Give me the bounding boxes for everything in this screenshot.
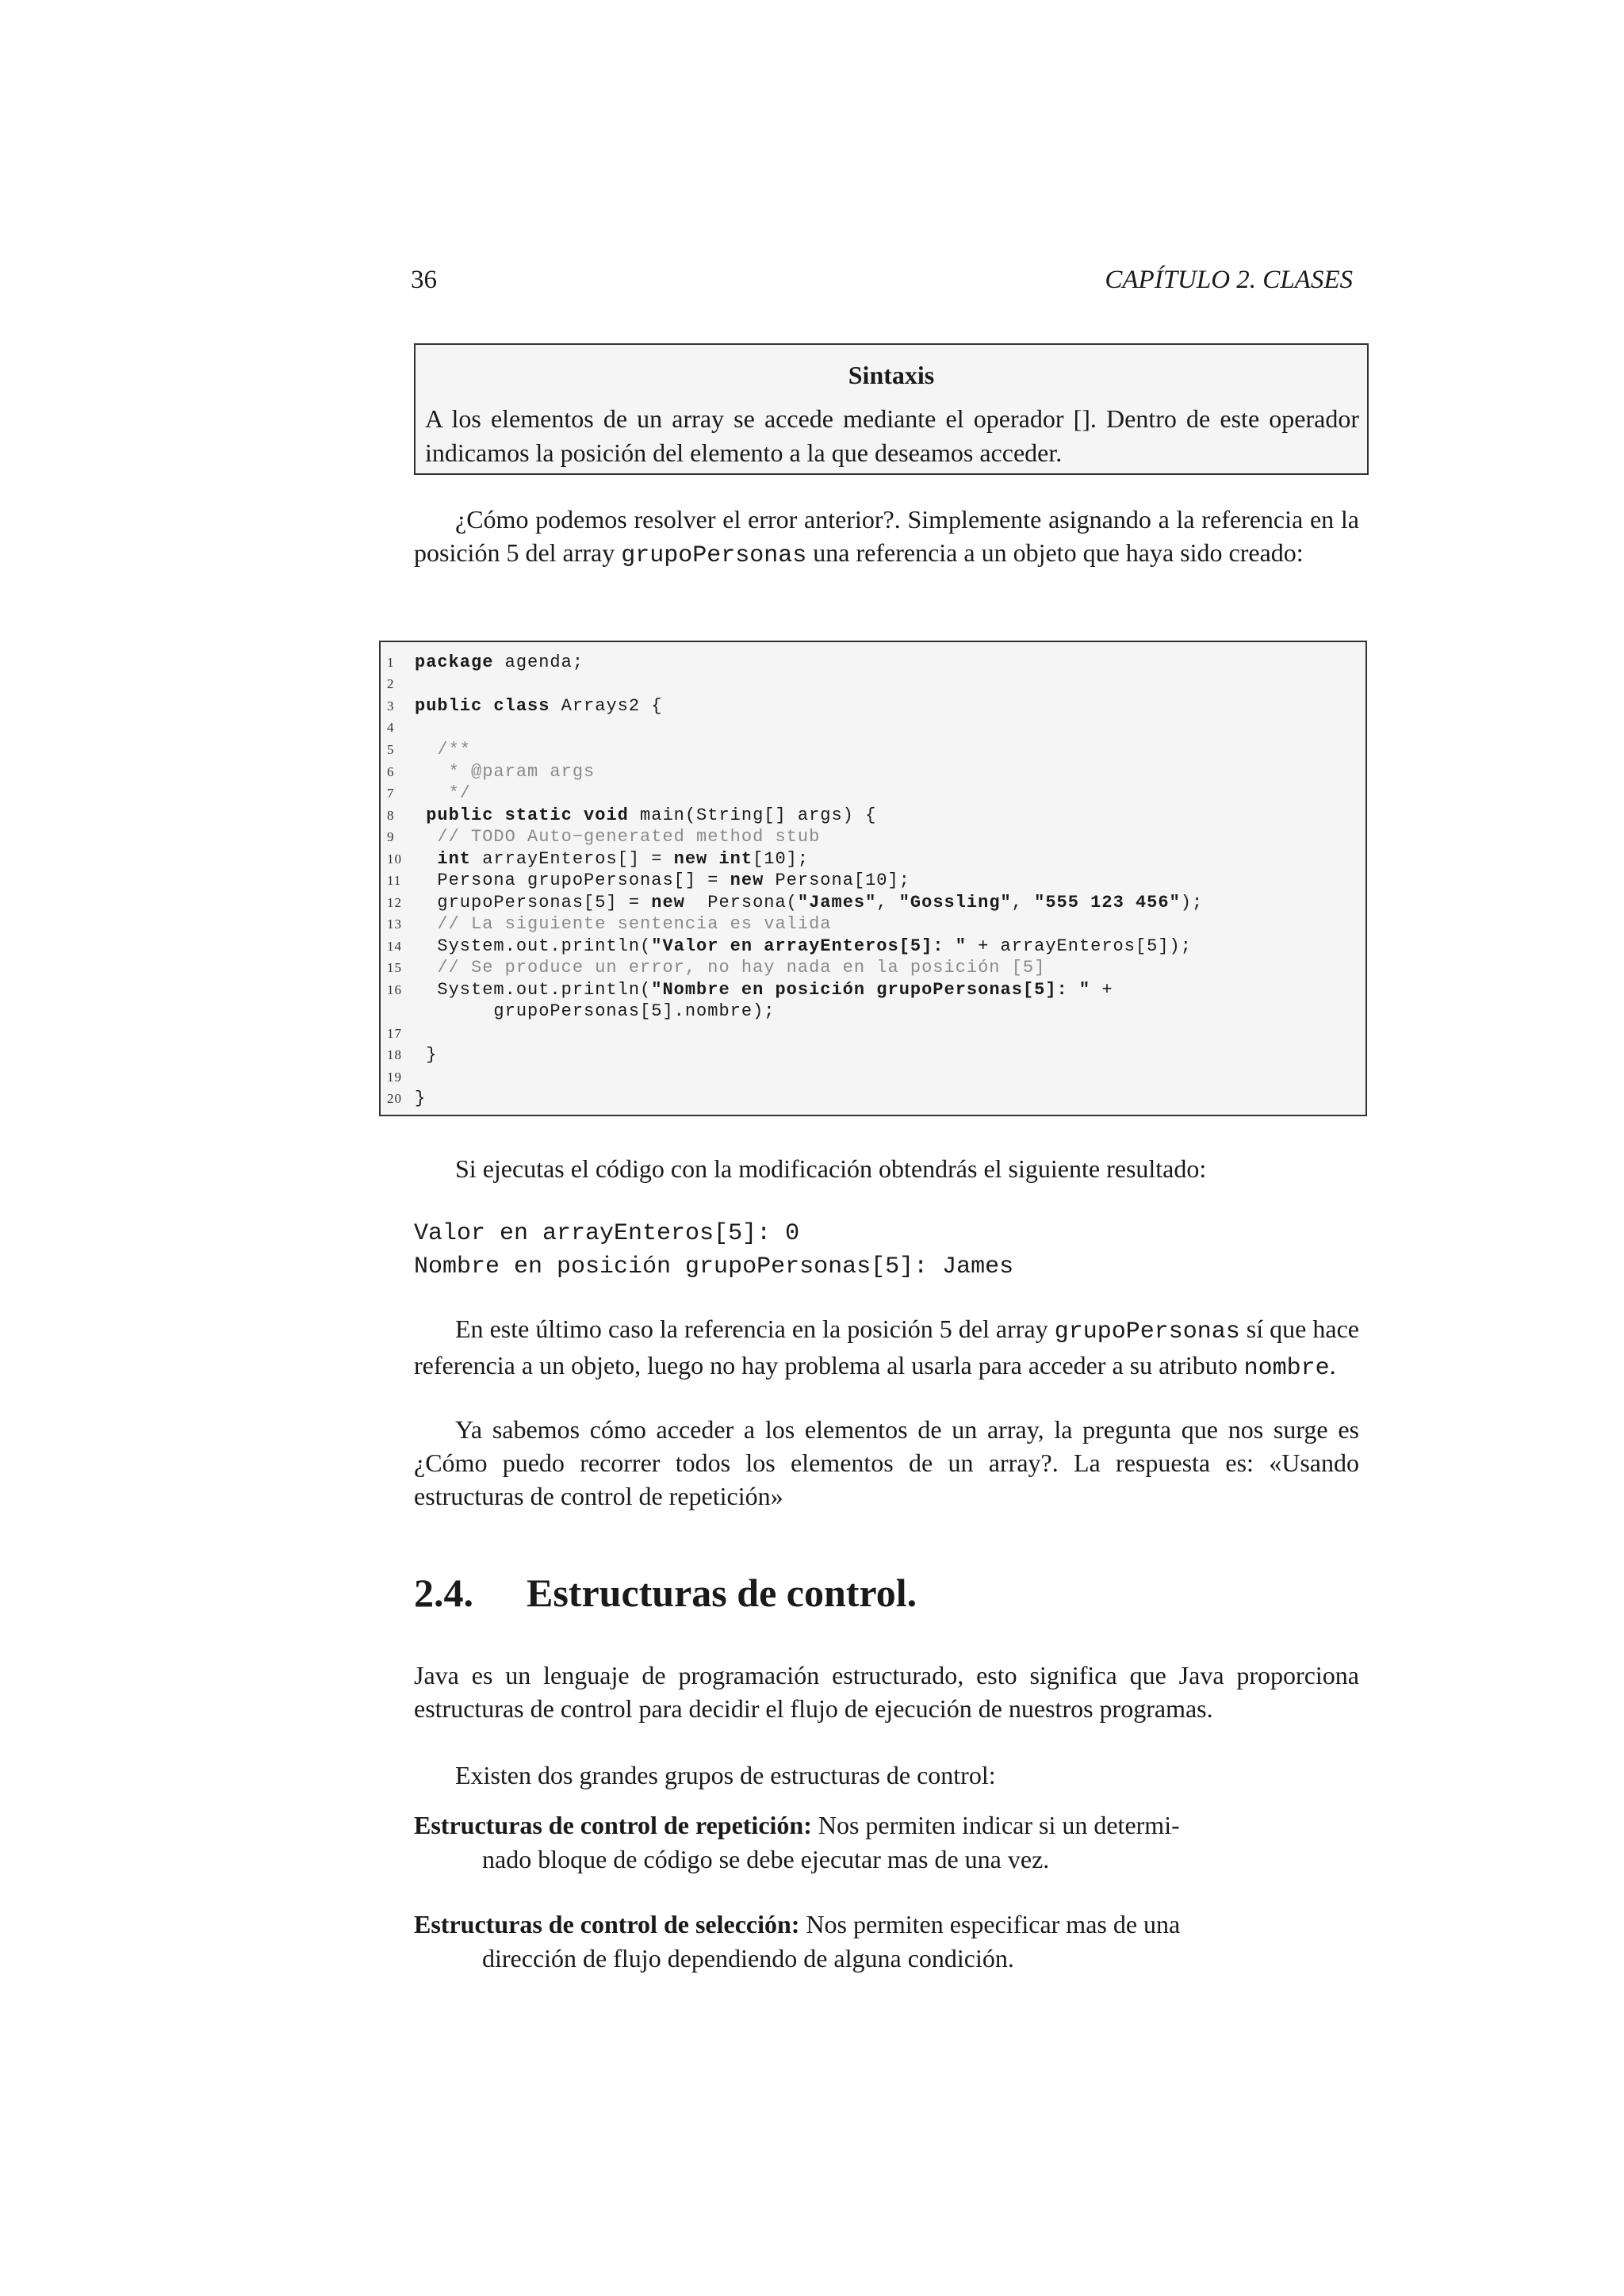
output-line: Nombre en posición grupoPersonas[5]: James: [414, 1253, 1014, 1280]
running-head: CAPÍTULO 2. CLASES: [1105, 266, 1353, 294]
definition-repetition: [414, 1808, 1359, 1877]
code-line: * @param args: [415, 762, 596, 782]
line-number: 17: [387, 1026, 402, 1041]
code-line: grupoPersonas[5] = new Persona("James", "Gossling", "555 123 456");: [415, 893, 1204, 913]
line-number: 9: [387, 829, 395, 844]
line-number: 20: [387, 1091, 402, 1106]
page-number: 36: [411, 266, 437, 294]
code-line: // La siguiente sentencia es valida: [415, 914, 832, 934]
line-number: 14: [387, 939, 402, 954]
code-line: public static void main(String[] args) {: [426, 806, 877, 825]
line-number: 15: [387, 960, 402, 975]
code-line: System.out.println("Valor en arrayEnteros[5]: " + arrayEnteros[5]);: [415, 936, 1192, 956]
paragraph-question: Ya sabemos cómo acceder a los elementos de un array, la pregunta que nos surge es ¿Cómo puedo recorrer todos los elementos de un array?. La respuesta es: «Usando estructuras de control de repetición»: [414, 1415, 1359, 1510]
definition-term: Estructuras de control de selección:: [414, 1910, 800, 1938]
line-number: 18: [387, 1047, 402, 1062]
code-line: /**: [415, 740, 472, 760]
syntax-title: Sintaxis: [848, 361, 935, 389]
line-number: 7: [387, 786, 395, 801]
code-line: // Se produce un error, no hay nada en la posición [5]: [415, 958, 1046, 978]
code-line: }: [415, 1089, 427, 1108]
line-number: 10: [387, 851, 402, 867]
code-line: int arrayEnteros[] = new int[10];: [437, 849, 810, 869]
line-number: 3: [387, 698, 395, 714]
line-number: 2: [387, 676, 395, 691]
code-line: public class Arrays2 {: [415, 696, 663, 716]
line-number: 13: [387, 916, 402, 932]
line-number: 12: [387, 895, 402, 910]
definition-term: Estructuras de control de repetición:: [414, 1811, 812, 1839]
line-number: 11: [387, 873, 402, 888]
inline-code: grupoPersonas: [621, 542, 807, 569]
definition-text: Nos permiten especificar mas de una: [806, 1910, 1181, 1938]
paragraph-java-structured: Java es un lenguaje de programación estructurado, esto significa que Java proporciona estructuras de control para decidir el flujo de ejecución de nuestros programas.: [414, 1661, 1359, 1723]
paragraph-intro: ¿Cómo podemos resolver el error anterior?. Simplemente asignando a la referencia en la posición 5 del array grupoPersonas una referencia a un objeto que haya sido creado:: [414, 505, 1359, 569]
paragraph-two-groups: Existen dos grandes grupos de estructuras de control:: [455, 1761, 996, 1789]
line-number: 16: [387, 982, 402, 997]
definition-text-cont: nado bloque de código se debe ejecutar mas de una vez.: [482, 1845, 1050, 1873]
inline-code: grupoPersonas: [1054, 1318, 1240, 1345]
line-number: 5: [387, 742, 395, 757]
code-line: */: [415, 783, 472, 803]
paragraph-result-intro: Si ejecutas el código con la modificación obtendrás el siguiente resultado:: [455, 1154, 1207, 1183]
definition-text: Nos permiten indicar si un determi-: [818, 1811, 1180, 1839]
section-title: Estructuras de control.: [527, 1571, 917, 1615]
syntax-body: A los elementos de un array se accede mediante el operador []. Dentro de este operador indicamos la posición del elemento a la que deseamos acceder.: [425, 404, 1359, 467]
output-line: Valor en arrayEnteros[5]: 0: [414, 1220, 800, 1247]
section-heading: [414, 1570, 917, 1616]
code-line: grupoPersonas[5].nombre);: [415, 1001, 776, 1021]
code-listing: [379, 641, 1367, 1116]
code-line: Persona grupoPersonas[] = new Persona[10];: [415, 871, 910, 890]
definition-selection: [414, 1908, 1359, 1976]
definition-text-cont: dirección de flujo dependiendo de alguna condición.: [482, 1944, 1014, 1973]
code-line: package agenda;: [415, 652, 584, 672]
line-number: 4: [387, 720, 395, 735]
code-line: // TODO Auto−generated method stub: [415, 827, 821, 847]
program-output: [414, 1217, 1013, 1284]
paragraph-explanation: En este último caso la referencia en la posición 5 del array grupoPersonas sí que hace referencia a un objeto, luego no hay problema al usarla para acceder a su atributo nombre.: [414, 1314, 1360, 1382]
section-number: 2.4.: [414, 1571, 473, 1615]
code-line: System.out.println("Nombre en posición grupoPersonas[5]: " +: [415, 980, 1113, 1000]
line-number: 6: [387, 764, 395, 779]
line-number: 19: [387, 1070, 402, 1085]
code-line: }: [415, 1045, 438, 1065]
syntax-box: [414, 343, 1369, 475]
inline-code: nombre: [1243, 1355, 1330, 1382]
line-number: 1: [387, 655, 395, 670]
line-number: 8: [387, 808, 395, 823]
